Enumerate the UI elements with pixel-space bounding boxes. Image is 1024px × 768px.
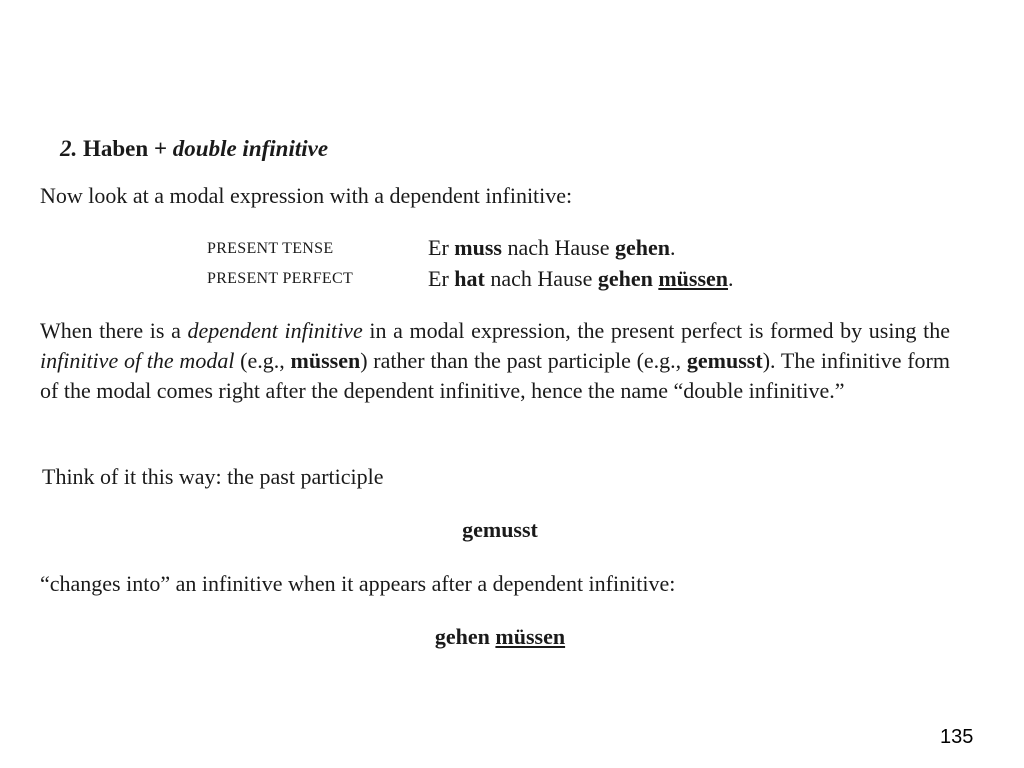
para-bold: müssen bbox=[290, 348, 361, 373]
para-text: in a modal expression, the present perfect is formed by using the bbox=[362, 318, 950, 343]
sentence-part-bold: hat bbox=[454, 266, 485, 291]
sentence-part-bold: gehen bbox=[614, 235, 670, 260]
section-number: 2. bbox=[60, 136, 78, 161]
example-label-present-tense: PRESENT TENSE bbox=[207, 240, 334, 257]
sentence-part: Er bbox=[428, 235, 455, 260]
sentence-part-bold: gehen bbox=[597, 266, 653, 291]
para-text: (e.g., bbox=[234, 348, 291, 373]
intro-text: Now look at a modal expression with a dependent infinitive: bbox=[40, 183, 573, 208]
para-bold: gemusst bbox=[686, 348, 763, 373]
page-number: 135 bbox=[940, 726, 974, 748]
result-second: müssen bbox=[495, 624, 566, 649]
sentence-part-bold-underlined: müssen bbox=[658, 266, 729, 291]
para-text: ) rather than the past participle (e.g., bbox=[360, 348, 687, 373]
example-sentence-present-tense bbox=[428, 235, 675, 261]
participle-example: gemusst bbox=[462, 517, 538, 542]
think-text: Think of it this way: the past participle bbox=[42, 464, 384, 489]
sentence-part: . bbox=[728, 266, 734, 291]
example-sentence-present-perfect bbox=[428, 266, 734, 292]
para-text: ). The infinitive form of the modal comes right after the dependent infinitive, hence the name “double infinitive.” bbox=[40, 348, 950, 403]
sentence-part: nach Hause bbox=[501, 235, 615, 260]
section-heading bbox=[60, 136, 328, 162]
example-label-present-perfect: PRESENT PERFECT bbox=[207, 270, 354, 287]
double-infinitive-example bbox=[0, 624, 1000, 650]
para-italic: dependent infinitive bbox=[187, 318, 363, 343]
result-first: gehen bbox=[434, 624, 490, 649]
sentence-part: . bbox=[669, 235, 676, 260]
explanation-paragraph bbox=[40, 316, 950, 406]
heading-term: double infinitive bbox=[172, 136, 329, 161]
sentence-part-bold: muss bbox=[454, 235, 502, 260]
changes-text: “changes into” an infinitive when it appears after a dependent infinitive: bbox=[40, 571, 676, 596]
para-text: When there is a bbox=[40, 318, 188, 343]
sentence-part: Er bbox=[428, 266, 455, 291]
heading-word: Haben bbox=[83, 136, 149, 161]
sentence-part: nach Hause bbox=[484, 266, 598, 291]
para-italic: infinitive of the modal bbox=[40, 348, 235, 373]
heading-plus: + bbox=[153, 136, 168, 161]
